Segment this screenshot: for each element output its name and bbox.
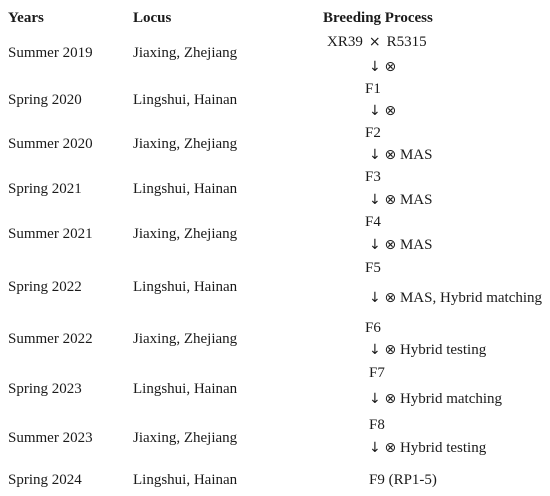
locus-cell: Jiaxing, Zhejiang [133,226,238,242]
year-cell: Summer 2022 [8,331,93,347]
selfing-step [369,289,542,307]
selfing-icon: ⊗ [384,59,397,75]
locus-cell: Lingshui, Hainan [133,92,238,108]
parent-1: XR39 [327,34,363,50]
locus-cell: Jiaxing, Zhejiang [133,136,238,152]
down-arrow-icon: ↓ [369,290,381,306]
header-breeding-process: Breeding Process [323,10,433,26]
parent-2: R5315 [386,34,427,50]
locus-cell: Lingshui, Hainan [133,181,238,197]
selfing-step [369,58,396,76]
year-cell: Spring 2021 [8,181,82,197]
year-cell: Spring 2022 [8,279,82,295]
down-arrow-icon: ↓ [369,237,381,253]
selfing-icon: ⊗ [384,147,397,163]
step-label: MAS [399,237,433,253]
down-arrow-icon: ↓ [369,391,381,407]
down-arrow-icon: ↓ [369,103,381,119]
generation-label: F7 [369,365,385,381]
header-locus: Locus [133,10,172,26]
step-label: Hybrid testing [399,440,487,456]
selfing-icon: ⊗ [384,192,397,208]
year-cell: Summer 2023 [8,430,93,446]
header-years: Years [8,10,44,26]
parental-cross [327,33,427,51]
step-label: Hybrid testing [399,342,487,358]
step-label: MAS [399,192,433,208]
generation-label: F2 [365,125,381,141]
year-cell: Summer 2020 [8,136,93,152]
generation-label: F8 [369,417,385,433]
year-cell: Spring 2023 [8,381,82,397]
locus-cell: Jiaxing, Zhejiang [133,430,238,446]
generation-label: F5 [365,260,381,276]
down-arrow-icon: ↓ [369,147,381,163]
locus-cell: Lingshui, Hainan [133,279,238,295]
selfing-icon: ⊗ [384,103,397,119]
locus-cell: Jiaxing, Zhejiang [133,45,238,61]
down-arrow-icon: ↓ [369,440,381,456]
year-cell: Spring 2020 [8,92,82,108]
selfing-step [369,191,432,209]
selfing-step [369,439,486,457]
cross-symbol: × [368,34,381,50]
year-cell: Summer 2019 [8,45,93,61]
selfing-step [369,146,432,164]
locus-cell: Jiaxing, Zhejiang [133,331,238,347]
locus-cell: Lingshui, Hainan [133,472,238,488]
step-label: MAS [399,147,433,163]
selfing-icon: ⊗ [384,237,397,253]
step-label: MAS, Hybrid matching [399,290,543,306]
step-label: Hybrid matching [399,391,503,407]
selfing-step [369,102,396,120]
down-arrow-icon: ↓ [369,59,381,75]
locus-cell: Lingshui, Hainan [133,381,238,397]
selfing-icon: ⊗ [384,290,397,306]
generation-label: F1 [365,81,381,97]
selfing-step [369,236,432,254]
selfing-icon: ⊗ [384,391,397,407]
down-arrow-icon: ↓ [369,192,381,208]
selfing-icon: ⊗ [384,342,397,358]
generation-label: F3 [365,169,381,185]
selfing-icon: ⊗ [384,440,397,456]
generation-label: F6 [365,320,381,336]
generation-label: F9 (RP1-5) [369,472,437,488]
down-arrow-icon: ↓ [369,342,381,358]
year-cell: Summer 2021 [8,226,93,242]
year-cell: Spring 2024 [8,472,82,488]
selfing-step [369,390,502,408]
generation-label: F4 [365,214,381,230]
selfing-step [369,341,486,359]
